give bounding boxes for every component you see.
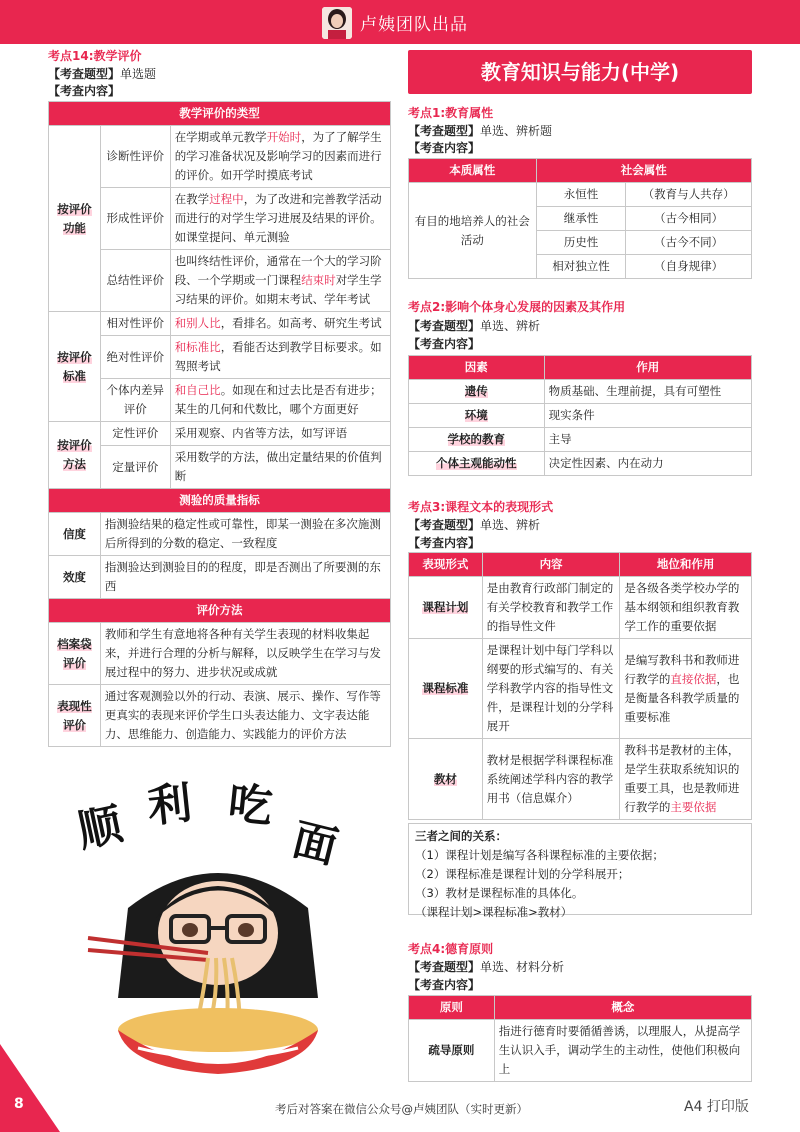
- quality-desc: 指测验达到测验目的的程度，即是否测出了所要测的东西: [100, 556, 390, 599]
- form-content: 是课程计划中每门学科以纲要的形式编写的、有关学科教学内容的指导性文件，是课程计划的分学科展开: [482, 639, 620, 739]
- table-row: [409, 404, 752, 428]
- header-principle: 原则: [409, 996, 495, 1020]
- method-category: 按评价方法: [49, 422, 101, 489]
- principle-desc: 指进行德育时要循循善诱，以理服人，从提高学生认识入手，调动学生的主动性，使他们积极向上: [494, 1020, 751, 1082]
- factor-effect: 决定性因素、内在动力: [544, 452, 751, 476]
- attr-name: 相对独立性: [536, 255, 626, 279]
- kp14-type: 【考查题型】单选题: [48, 67, 157, 81]
- caption-char-0: 顺: [73, 798, 127, 858]
- kp1-type: 【考查题型】单选、辨析题: [408, 124, 553, 138]
- table-row: [409, 183, 752, 207]
- factor-effect: 物质基础、生理前提，具有可塑性: [544, 380, 751, 404]
- eval-desc: 和自己比。如现在和过去比是否有进步；某生的几何和代数比，哪个方面更好: [170, 379, 390, 422]
- quality-name: 信度: [49, 513, 101, 556]
- eval-method-desc: 教师和学生有意地将各种有关学生表现的材料收集起来，并进行合理的分析与解释，以反映学生在学习与发展过程中的努力、进步状况或成就: [100, 623, 390, 685]
- teaching-evaluation-table: [48, 101, 391, 747]
- kp1-title: 考点1:教育属性: [408, 106, 494, 120]
- kp4-title: 考点4:德育原则: [408, 942, 494, 956]
- footer-note: 考后对答案在微信公众号@卢姨团队（实时更新）: [275, 1102, 528, 1116]
- table-row: [49, 126, 391, 188]
- header-role: 地位和作用: [620, 553, 752, 577]
- table-row: [49, 556, 391, 599]
- table-row: [49, 336, 391, 379]
- form-role: 教科书是教材的主体，是学生获取系统知识的重要工具，也是教师进行教学的主要依据: [620, 739, 752, 820]
- relation-item: （1）课程计划是编写各科课程标准的主要依据；: [415, 848, 664, 862]
- eval-name: 诊断性评价: [100, 126, 170, 188]
- kp3-content-label: 【考查内容】: [408, 536, 481, 550]
- factor-name: 遗传: [409, 380, 545, 404]
- header-form: 表现形式: [409, 553, 483, 577]
- table-row: [49, 446, 391, 489]
- factor-name: 个体主观能动性: [409, 452, 545, 476]
- eval-desc: 和标准比，看能否达到教学目标要求。如驾照考试: [170, 336, 390, 379]
- table-row: [49, 250, 391, 312]
- header-content: 内容: [482, 553, 620, 577]
- quality-name: 效度: [49, 556, 101, 599]
- form-content: 是由教育行政部门制定的有关学校教育和教学工作的指导性文件: [482, 577, 620, 639]
- eval-desc: 在学期或单元教学开始时，为了了解学生的学习准备状况及影响学习的因素而进行的评价。如开学时摸底考试: [170, 126, 390, 188]
- caption-char-1: 利: [145, 777, 195, 833]
- education-attribute-table: [408, 158, 752, 279]
- attr-desc: （古今不同）: [626, 231, 752, 255]
- attr-name: 永恒性: [536, 183, 626, 207]
- table-row: [49, 312, 391, 336]
- table-row: [409, 380, 752, 404]
- header-factor: 因素: [409, 356, 545, 380]
- kp2-content-label: 【考查内容】: [408, 337, 481, 351]
- subject-banner: 教育知识与能力(中学): [408, 50, 752, 94]
- eval-desc: 和别人比，看排名。如高考、研究生考试: [170, 312, 390, 336]
- relation-title: 三者之间的关系：: [415, 829, 507, 843]
- table-row: [409, 452, 752, 476]
- table-row: [409, 639, 752, 739]
- eval-method-desc: 通过客观测验以外的行动、表演、展示、操作、写作等更真实的表现来评价学生口头表达能力、文字表达能力、思维能力、创造能力、实践能力的评价方法: [100, 685, 390, 747]
- types-section-header: 教学评价的类型: [49, 102, 391, 126]
- table-row: [49, 188, 391, 250]
- relation-item: （3）教材是课程标准的具体化。: [415, 886, 584, 900]
- quality-section-header: 测验的质量指标: [49, 489, 391, 513]
- kp2-type: 【考查题型】单选、辨析: [408, 319, 541, 333]
- form-name: 课程计划: [409, 577, 483, 639]
- essence-desc: 有目的地培养人的社会活动: [409, 183, 537, 279]
- caption-char-2: 吃: [225, 778, 275, 834]
- form-role: 是各级各类学校办学的基本纲领和组织教育教学工作的重要依据: [620, 577, 752, 639]
- table-row: [409, 739, 752, 820]
- table-row: [409, 1020, 752, 1082]
- factor-effect: 现实条件: [544, 404, 751, 428]
- page-number: 8: [14, 1096, 24, 1112]
- attr-desc: （教育与人共存）: [626, 183, 752, 207]
- form-name: 课程标准: [409, 639, 483, 739]
- eval-desc: 也叫终结性评价，通常在一个大的学习阶段、一个学期或一门课程结束时对学生学习结果的评价。如期末考试、学年考试: [170, 250, 390, 312]
- form-content: 教材是根据学科课程标准系统阐述学科内容的教学用书（信息媒介）: [482, 739, 620, 820]
- relation-box: [408, 823, 752, 919]
- function-category: 按评价功能: [49, 126, 101, 312]
- kp4-type: 【考查题型】单选、材料分析: [408, 960, 565, 974]
- quality-desc: 指测验结果的稳定性或可靠性，即某一测验在多次施测后所得到的分数的稳定、一致程度: [100, 513, 390, 556]
- kp2-title: 考点2:影响个体身心发展的因素及其作用: [408, 300, 626, 314]
- table-row: [409, 577, 752, 639]
- eval-name: 绝对性评价: [100, 336, 170, 379]
- factor-effect: 主导: [544, 428, 751, 452]
- noodle-character-illustration: [68, 768, 368, 1078]
- kp14-title: 考点14:教学评价: [48, 49, 142, 63]
- eval-name: 个体内差异评价: [100, 379, 170, 422]
- kp3-title: 考点3:课程文本的表现形式: [408, 500, 554, 514]
- eval-name: 形成性评价: [100, 188, 170, 250]
- caption-char-3: 面: [287, 813, 343, 875]
- print-label: A4 打印版: [684, 1099, 749, 1115]
- kp4-content-label: 【考查内容】: [408, 978, 481, 992]
- header-essence: 本质属性: [409, 159, 537, 183]
- attr-desc: （自身规律）: [626, 255, 752, 279]
- method-section-header: 评价方法: [49, 599, 391, 623]
- eval-desc: 在教学过程中，为了改进和完善教学活动而进行的对学生学习进展及结果的评价。如课堂提问、单元测验: [170, 188, 390, 250]
- kp1-content-label: 【考查内容】: [408, 141, 481, 155]
- factor-name: 环境: [409, 404, 545, 428]
- table-row: [49, 513, 391, 556]
- header-concept: 概念: [494, 996, 751, 1020]
- top-bar: [0, 0, 800, 44]
- attr-name: 历史性: [536, 231, 626, 255]
- form-role: 是编写教科书和教师进行教学的直接依据，也是衡量各科教学质量的重要标准: [620, 639, 752, 739]
- eval-name: 定量评价: [100, 446, 170, 489]
- attr-name: 继承性: [536, 207, 626, 231]
- principle-name: 疏导原则: [409, 1020, 495, 1082]
- table-row: [49, 623, 391, 685]
- kp14-content-label: 【考查内容】: [48, 84, 121, 98]
- standard-category: 按评价标准: [49, 312, 101, 422]
- factor-name: 学校的教育: [409, 428, 545, 452]
- attr-desc: （古今相同）: [626, 207, 752, 231]
- eval-method-name: 档案袋评价: [49, 623, 101, 685]
- table-row: [49, 379, 391, 422]
- form-name: 教材: [409, 739, 483, 820]
- development-factors-table: [408, 355, 752, 476]
- eval-name: 总结性评价: [100, 250, 170, 312]
- header-social: 社会属性: [536, 159, 751, 183]
- page-corner: [0, 1044, 60, 1132]
- header-title: 卢姨团队出品: [360, 15, 468, 35]
- relation-item: （课程计划>课程标准>教材）: [415, 905, 573, 919]
- eval-name: 定性评价: [100, 422, 170, 446]
- relation-item: （2）课程标准是课程计划的分学科展开；: [415, 867, 630, 881]
- avatar: [322, 7, 352, 39]
- table-row: [409, 428, 752, 452]
- eval-method-name: 表现性评价: [49, 685, 101, 747]
- table-row: [49, 422, 391, 446]
- kp3-type: 【考查题型】单选、辨析: [408, 518, 541, 532]
- eval-desc: 采用数学的方法，做出定量结果的价值判断: [170, 446, 390, 489]
- table-row: [49, 685, 391, 747]
- eval-name: 相对性评价: [100, 312, 170, 336]
- eval-desc: 采用观察、内省等方法，如写评语: [170, 422, 390, 446]
- moral-education-table: [408, 995, 752, 1082]
- header-effect: 作用: [544, 356, 751, 380]
- curriculum-text-table: [408, 552, 752, 820]
